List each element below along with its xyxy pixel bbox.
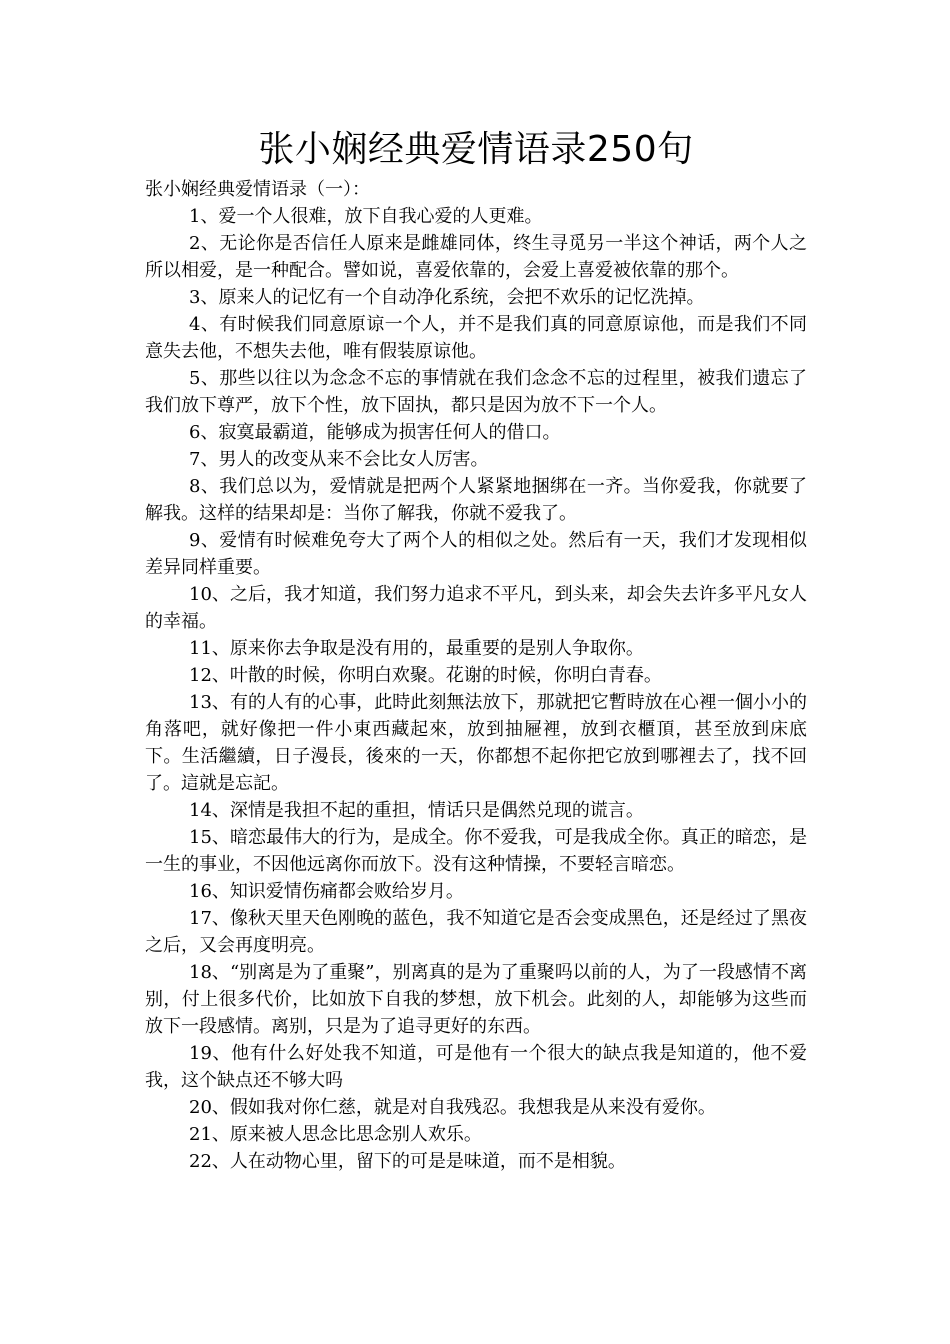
quote-paragraph: 4、有时候我们同意原谅一个人，并不是我们真的同意原谅他，而是我们不同意失去他，不想失去他，唯有假装原谅他。 xyxy=(145,314,807,362)
section-subtitle: 张小娴经典爱情语录（一）： xyxy=(145,179,370,200)
quote-paragraph: 5、那些以往以为念念不忘的事情就在我们念念不忘的过程里，被我们遗忘了我们放下尊严，放下个性，放下固执，都只是因为放不下一个人。 xyxy=(145,368,807,416)
quote-paragraph: 6、寂寞最霸道，能够成为损害任何人的借口。 xyxy=(189,422,561,443)
quote-paragraph: 2、无论你是否信任人原来是雌雄同体，终生寻觅另一半这个神话，两个人之所以相爱，是一种配合。譬如说，喜爱依靠的，会爱上喜爱被依靠的那个。 xyxy=(145,233,807,281)
quote-paragraph: 16、知识爱情伤痛都会败给岁月。 xyxy=(189,881,464,902)
quote-paragraph: 22、人在动物心里，留下的可是是味道，而不是相貌。 xyxy=(189,1151,626,1172)
quote-paragraph: 21、原来被人思念比思念别人欢乐。 xyxy=(189,1124,482,1145)
quote-paragraph: 7、男人的改变从来不会比女人厉害。 xyxy=(189,449,489,470)
quote-paragraph: 1、爱一个人很难，放下自我心爱的人更难。 xyxy=(189,206,543,227)
quote-paragraph: 11、原来你去争取是没有用的，最重要的是别人争取你。 xyxy=(189,638,644,659)
quote-paragraph: 19、他有什么好处我不知道，可是他有一个很大的缺点我是知道的，他不爱我，这个缺点还不够大吗 xyxy=(145,1043,807,1091)
quote-paragraph: 3、原来人的记忆有一个自动净化系统，会把不欢乐的记忆洗掉。 xyxy=(189,287,705,308)
quote-paragraph: 12、叶散的时候，你明白欢聚。花谢的时候，你明白青春。 xyxy=(189,665,662,686)
document-title: 张小娴经典爱情语录250句 xyxy=(258,129,694,170)
quote-paragraph: 9、爱情有时候难免夸大了两个人的相似之处。然后有一天，我们才发现相似差异同样重要。 xyxy=(145,530,807,578)
quote-paragraph: 10、之后，我才知道，我们努力追求不平凡，到头来，却会失去许多平凡女人的幸福。 xyxy=(145,584,807,632)
document-page xyxy=(145,128,807,1175)
quote-paragraph: 17、像秋天里天色刚晚的蓝色，我不知道它是否会变成黑色，还是经过了黑夜之后，又会再度明亮。 xyxy=(145,908,807,956)
quote-paragraph: 18、“别离是为了重聚”，别离真的是为了重聚吗以前的人，为了一段感情不离别，付上很多代价，比如放下自我的梦想，放下机会。此刻的人，却能够为这些而放下一段感情。离别，只是为了追寻更好的东西。 xyxy=(145,962,807,1037)
quote-paragraph: 15、暗恋最伟大的行为，是成全。你不爱我，可是我成全你。真正的暗恋，是一生的事业，不因他远离你而放下。没有这种情操，不要轻言暗恋。 xyxy=(145,827,807,875)
quote-paragraph: 13、有的人有的心事，此時此刻無法放下，那就把它暫時放在心裡一個小小的角落吧，就好像把一件小東西藏起來，放到抽屜裡，放到衣櫃頂，甚至放到床底下。生活繼續，日子漫長，後來的一天，你都想不起你把它放到哪裡去了，找不回了。這就是忘記。 xyxy=(145,692,807,794)
quote-paragraph: 14、深情是我担不起的重担，情话只是偶然兑现的谎言。 xyxy=(189,800,644,821)
quote-paragraph: 8、我们总以为，爱情就是把两个人紧紧地捆绑在一齐。当你爱我，你就要了解我。这样的结果却是：当你了解我，你就不爱我了。 xyxy=(145,476,807,524)
quote-paragraph: 20、假如我对你仁慈，就是对自我残忍。我想我是从来没有爱你。 xyxy=(189,1097,716,1118)
